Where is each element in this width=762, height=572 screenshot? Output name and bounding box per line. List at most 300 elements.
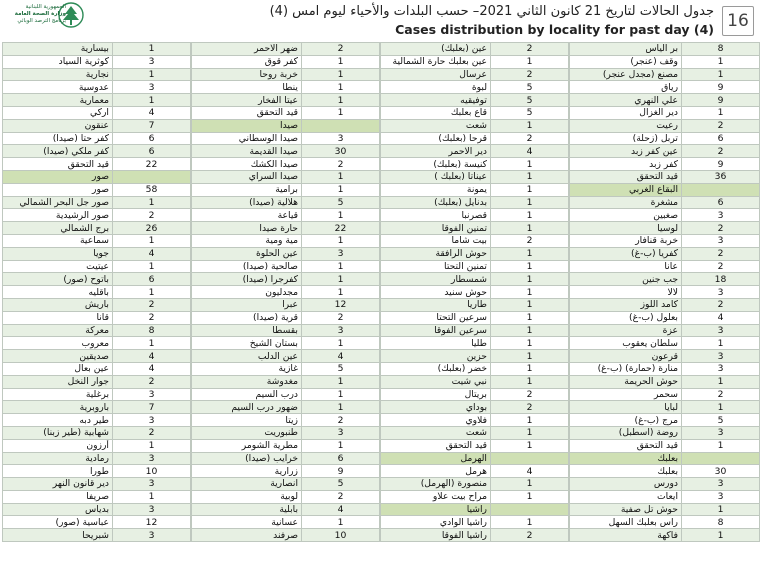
table-row [570,234,760,247]
locality-name: مصنع (مجدل عنجر) [570,68,682,81]
table-row [570,311,760,324]
locality-name: صيدا الكشك [192,158,302,171]
case-count: 2 [113,375,191,388]
case-count: 1 [302,516,380,529]
case-count: 2 [491,234,569,247]
table-row [381,55,569,68]
locality-name: قرحا (بعلبك) [381,132,491,145]
table-row [570,362,760,375]
case-count: 1 [302,388,380,401]
district-header-row [381,452,569,465]
locality-name: حارة صيدا [192,222,302,235]
case-count: 1 [491,337,569,350]
locality-name: مشغرة [570,196,682,209]
locality-name: صيدا الوسطاني [192,132,302,145]
table-row [570,414,760,427]
table-row [192,158,380,171]
case-count: 1 [113,490,191,503]
table-row [192,465,380,478]
table-row [381,222,569,235]
case-count: 1 [682,106,760,119]
table-row [570,375,760,388]
case-count: 1 [682,503,760,516]
locality-name: مطرية الشومر [192,439,302,452]
case-count: 58 [113,183,191,196]
locality-name: لوبية [192,490,302,503]
locality-name: بوداي [381,401,491,414]
locality-name: حوش سنيد [381,286,491,299]
locality-name: طنبوريت [192,426,302,439]
locality-name: عين (بعلبك) [381,43,491,56]
locality-name: قرعون [570,350,682,363]
locality-name: عين الحلوة [192,247,302,260]
case-count: 2 [491,529,569,542]
table-row [192,426,380,439]
table-row [192,478,380,491]
table-row [570,426,760,439]
case-count: 2 [682,260,760,273]
locality-name: علي النهري [570,94,682,107]
locality-name: كفر قوق [192,55,302,68]
case-count: 1 [113,43,191,56]
table-row [3,465,191,478]
table-row [381,362,569,375]
locality-name: طاريا [381,298,491,311]
table-row [381,324,569,337]
locality-name: مية ومية [192,234,302,247]
case-count: 1 [113,439,191,452]
locality-name: معركة [3,324,113,337]
case-count: 5 [302,362,380,375]
case-count: 2 [682,145,760,158]
case-count: 5 [302,478,380,491]
locality-name: بعلول (ب-غ) [570,311,682,324]
logo-text-line2: وزارة الصحة العامة [14,11,66,17]
case-count: 3 [113,478,191,491]
table-row [3,94,191,107]
table-row [192,401,380,414]
table-row [192,183,380,196]
locality-name: حوش الرافقة [381,247,491,260]
locality-name: خربة روحا [192,68,302,81]
table-row [192,452,380,465]
table-row [381,286,569,299]
locality-name: برج الشمالي [3,222,113,235]
table-row [192,196,380,209]
case-count: 1 [491,311,569,324]
locality-name: قانا [3,311,113,324]
case-count: 2 [302,311,380,324]
cases-table-col-3 [191,42,380,542]
case-count: 1 [491,196,569,209]
table-row [3,260,191,273]
table-row [192,209,380,222]
table-row [381,414,569,427]
locality-name: سرعين التحتا [381,311,491,324]
locality-name: غازية [192,362,302,375]
locality-name: شعت [381,426,491,439]
locality-name: توفيقيه [381,94,491,107]
locality-name: راشيا الوادي [381,516,491,529]
locality-name: صالحية (صيدا) [192,260,302,273]
table-row [381,209,569,222]
case-count: 1 [113,234,191,247]
case-count: 1 [491,273,569,286]
table-row [381,426,569,439]
locality-name: جويا [3,247,113,260]
case-count: 1 [682,55,760,68]
page-number: 16 [722,6,754,36]
table-row [192,43,380,56]
locality-name: البقاع الغربي [570,183,682,196]
locality-name: حوش تل صفية [570,503,682,516]
case-count: 1 [491,247,569,260]
case-count: 6 [682,132,760,145]
locality-name: يمونة [381,183,491,196]
case-count: 1 [302,94,380,107]
case-count: 1 [491,298,569,311]
case-count: 3 [113,452,191,465]
table-row [381,298,569,311]
locality-name: بدنايل (بعلبك) [381,196,491,209]
table-row [570,503,760,516]
locality-name: ضهور درب السيم [192,401,302,414]
case-count: 8 [682,516,760,529]
case-count: 1 [302,106,380,119]
case-count: 1 [491,362,569,375]
locality-name: خضر (بعلبك) [381,362,491,375]
case-count: 1 [682,439,760,452]
table-row [570,106,760,119]
table-row [381,247,569,260]
case-count: 6 [113,273,191,286]
locality-name: فاكهة [570,529,682,542]
case-count: 1 [682,529,760,542]
table-row [3,247,191,260]
table-row [570,222,760,235]
case-count: 30 [302,145,380,158]
case-count: 5 [302,196,380,209]
case-count: 7 [113,401,191,414]
case-count: 1 [491,375,569,388]
case-count: 5 [491,106,569,119]
locality-name: هلالية (صيدا) [192,196,302,209]
locality-name: مجدليون [192,286,302,299]
locality-name: ايعات [570,490,682,503]
table-row [192,132,380,145]
table-row [3,158,191,171]
table-row [570,490,760,503]
logo-text-line1: الجمهورية اللبنانية [25,4,66,10]
case-count: 4 [491,145,569,158]
table-row [570,209,760,222]
case-count: 9 [682,158,760,171]
case-count: 1 [302,183,380,196]
table-row [381,478,569,491]
locality-name: دير الغزال [570,106,682,119]
case-count: 1 [113,260,191,273]
locality-name: كفر زبد [570,158,682,171]
table-row [3,132,191,145]
table-row [570,298,760,311]
case-count: 1 [491,260,569,273]
locality-name: بعلبك [570,452,682,465]
case-count: 9 [302,465,380,478]
table-row [3,183,191,196]
cases-table-grid [6,42,760,542]
locality-name: قياعة [192,209,302,222]
table-row [192,286,380,299]
case-count: 30 [682,465,760,478]
case-count: 4 [491,465,569,478]
case-count: 9 [682,94,760,107]
locality-name: برغلية [3,388,113,401]
locality-name: قصرنبا [381,209,491,222]
table-row [3,68,191,81]
locality-name: أرزون [3,439,113,452]
locality-name: بيت شاما [381,234,491,247]
table-row [3,273,191,286]
case-count: 1 [302,81,380,94]
case-count: 2 [682,222,760,235]
table-row [3,375,191,388]
locality-name: الهرمل [381,452,491,465]
case-count: 36 [682,170,760,183]
case-count: 6 [113,132,191,145]
case-count: 2 [491,132,569,145]
locality-name: خرايب (صيدا) [192,452,302,465]
locality-name: بريتال [381,388,491,401]
case-count: 3 [113,81,191,94]
table-row [570,401,760,414]
case-count: 3 [682,209,760,222]
table-row [192,260,380,273]
table-row [3,55,191,68]
table-row [192,375,380,388]
locality-name: نبي شيت [381,375,491,388]
logo-text-line3: برنامج الترصد الوبائي [17,18,66,24]
locality-name: قيد التحقق [570,170,682,183]
case-count: 3 [682,324,760,337]
table-row [570,43,760,56]
case-count: 1 [491,158,569,171]
locality-name: خربة قنافار [570,234,682,247]
case-count: 3 [113,529,191,542]
case-count: 5 [682,414,760,427]
table-row [570,439,760,452]
table-row [192,350,380,363]
page-header [0,0,762,42]
locality-name: سلطان يعقوب [570,337,682,350]
case-count: 10 [113,465,191,478]
locality-name: شهابية (طير زبنا) [3,426,113,439]
table-row [3,337,191,350]
case-count: 8 [113,324,191,337]
locality-name: انصارية [192,478,302,491]
table-row [3,209,191,222]
case-count: 4 [302,350,380,363]
table-row [192,388,380,401]
case-count: 1 [682,375,760,388]
locality-name: كفريا (ب-غ) [570,247,682,260]
case-count: 1 [302,401,380,414]
title-english: Cases distribution by locality for past day (4) [395,22,714,37]
table-row [381,158,569,171]
locality-name: كامد اللوز [570,298,682,311]
case-count: 1 [491,222,569,235]
locality-name: فلاوي [381,414,491,427]
locality-name: بدياس [3,503,113,516]
table-row [570,170,760,183]
locality-name: زيتا [192,414,302,427]
district-header-row [3,170,191,183]
locality-name: صديقين [3,350,113,363]
locality-name: هرمل [381,465,491,478]
table-row [3,119,191,132]
table-row [192,273,380,286]
locality-name: عباسية (صور) [3,516,113,529]
locality-name: صيدا السراي [192,170,302,183]
locality-name: كفرجرا (صيدا) [192,273,302,286]
case-count: 26 [113,222,191,235]
table-row [3,145,191,158]
locality-name: كفر حتا (صيدا) [3,132,113,145]
table-row [570,350,760,363]
case-count: 2 [113,209,191,222]
table-row [570,132,760,145]
title-arabic: جدول الحالات لتاريخ 21 كانون الثاني 2021– حسب البلدات والأحياء ليوم امس (4) [269,4,714,19]
table-row [570,286,760,299]
case-count: 1 [302,337,380,350]
table-row [3,503,191,516]
locality-name: شبريحا [3,529,113,542]
table-row [192,516,380,529]
cases-table-col-1 [569,42,760,542]
locality-name: طير دبه [3,414,113,427]
table-row [381,260,569,273]
locality-name: ينطا [192,81,302,94]
table-row [3,439,191,452]
table-row [570,55,760,68]
table-row [381,170,569,183]
table-row [192,311,380,324]
locality-name: بقسطا [192,324,302,337]
case-count: 6 [113,145,191,158]
case-count: 3 [682,286,760,299]
table-row [381,94,569,107]
locality-name: قاع بعلبك [381,106,491,119]
case-count: 3 [302,132,380,145]
table-row [3,311,191,324]
case-count: 1 [491,490,569,503]
table-row [192,503,380,516]
case-count: 3 [113,414,191,427]
locality-name: صغبين [570,209,682,222]
case-count: 8 [682,43,760,56]
locality-name: عيناتا (بعلبك ) [381,170,491,183]
case-count [682,452,760,465]
locality-name: روضة (اسطبل) [570,426,682,439]
table-row [3,388,191,401]
locality-name: منصورة (الهرمل) [381,478,491,491]
case-count: 1 [302,209,380,222]
cases-table-col-4 [2,42,191,542]
case-count: 7 [113,119,191,132]
case-count: 1 [491,209,569,222]
locality-name: كوثرية السياد [3,55,113,68]
locality-name: طليا [381,337,491,350]
locality-name: عين كفر زبد [570,145,682,158]
table-row [570,337,760,350]
case-count: 1 [302,439,380,452]
district-header-row [381,503,569,516]
district-header-row [570,183,760,196]
locality-name: برامية [192,183,302,196]
locality-name: كفر ملكي (صيدا) [3,145,113,158]
cases-table-col-2 [380,42,569,542]
locality-name: عنقون [3,119,113,132]
case-count: 12 [302,298,380,311]
locality-name: وقف (عنجر) [570,55,682,68]
case-count: 1 [491,516,569,529]
table-row [570,158,760,171]
case-count: 2 [682,247,760,260]
case-count: 2 [113,426,191,439]
table-row [570,324,760,337]
table-row [3,452,191,465]
table-row [381,106,569,119]
locality-name: معروب [3,337,113,350]
district-header-row [570,452,760,465]
table-row [3,298,191,311]
locality-name: جب جنين [570,273,682,286]
case-count: 1 [491,426,569,439]
table-row [192,234,380,247]
table-row [3,81,191,94]
locality-name: صريفا [3,490,113,503]
case-count: 2 [491,401,569,414]
case-count: 4 [113,362,191,375]
table-row [3,490,191,503]
locality-name: بيسارية [3,43,113,56]
case-count: 1 [491,183,569,196]
case-count: 2 [491,388,569,401]
locality-name: شعت [381,119,491,132]
case-count: 1 [113,196,191,209]
table-row [381,43,569,56]
case-count: 3 [113,55,191,68]
case-count: 2 [682,388,760,401]
locality-name: عدوسية [3,81,113,94]
table-row [192,106,380,119]
table-row [192,222,380,235]
table-row [570,68,760,81]
locality-name: عين بعال [3,362,113,375]
district-header-row [192,119,380,132]
locality-name: قيد التحقق [570,439,682,452]
locality-name: قيد التحقق [3,158,113,171]
case-count: 1 [491,286,569,299]
table-row [381,234,569,247]
case-count: 2 [113,311,191,324]
locality-name: لالا [570,286,682,299]
locality-name: بر الياس [570,43,682,56]
locality-name: عانا [570,260,682,273]
locality-name: دورس [570,478,682,491]
table-row [381,273,569,286]
case-count: 5 [491,81,569,94]
locality-name: بعلبك [570,465,682,478]
